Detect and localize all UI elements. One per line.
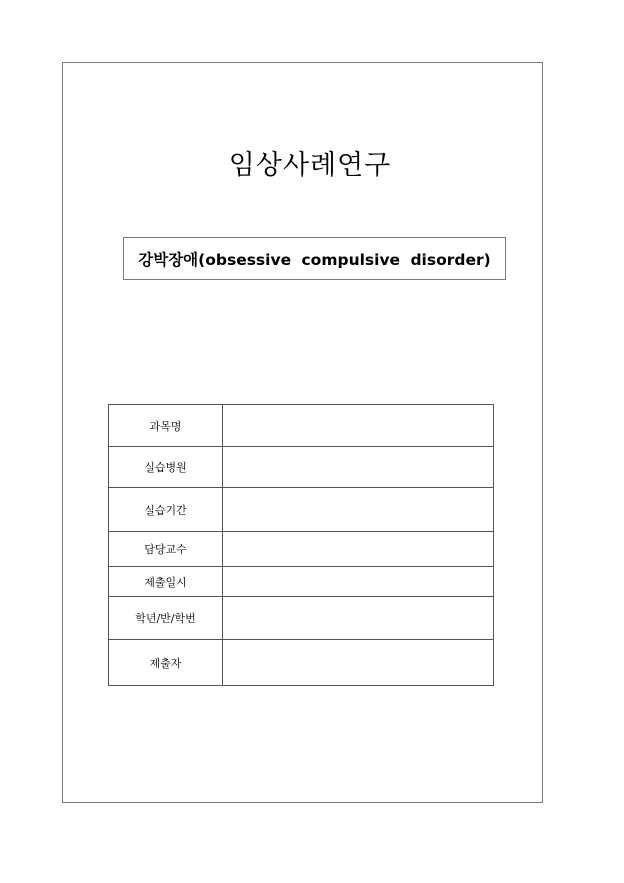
table-row [109, 567, 494, 597]
document-title: 임상사례연구 [228, 150, 392, 181]
period-field[interactable] [223, 488, 494, 532]
grade-class-id-field[interactable] [223, 597, 494, 640]
row-label-submit-date: 제출일시 [109, 567, 223, 597]
table-row [109, 488, 494, 532]
table-row [109, 640, 494, 686]
submitter-field[interactable] [223, 640, 494, 686]
topic-box [123, 237, 506, 280]
table-row [109, 532, 494, 567]
hospital-field[interactable] [223, 447, 494, 488]
course-name-field[interactable] [223, 405, 494, 447]
submit-date-field[interactable] [223, 567, 494, 597]
row-label-hospital: 실습병원 [109, 447, 223, 488]
topic-title: 강박장애(obsessive compulsive disorder) [138, 250, 491, 269]
row-label-course: 과목명 [109, 405, 223, 447]
table-row [109, 447, 494, 488]
submission-info-table [108, 404, 494, 686]
row-label-submitter: 제출자 [109, 640, 223, 686]
table-row [109, 597, 494, 640]
table-row [109, 405, 494, 447]
row-label-professor: 담당교수 [109, 532, 223, 567]
professor-field[interactable] [223, 532, 494, 567]
row-label-period: 실습기간 [109, 488, 223, 532]
row-label-grade-class-id: 학년/반/학번 [109, 597, 223, 640]
